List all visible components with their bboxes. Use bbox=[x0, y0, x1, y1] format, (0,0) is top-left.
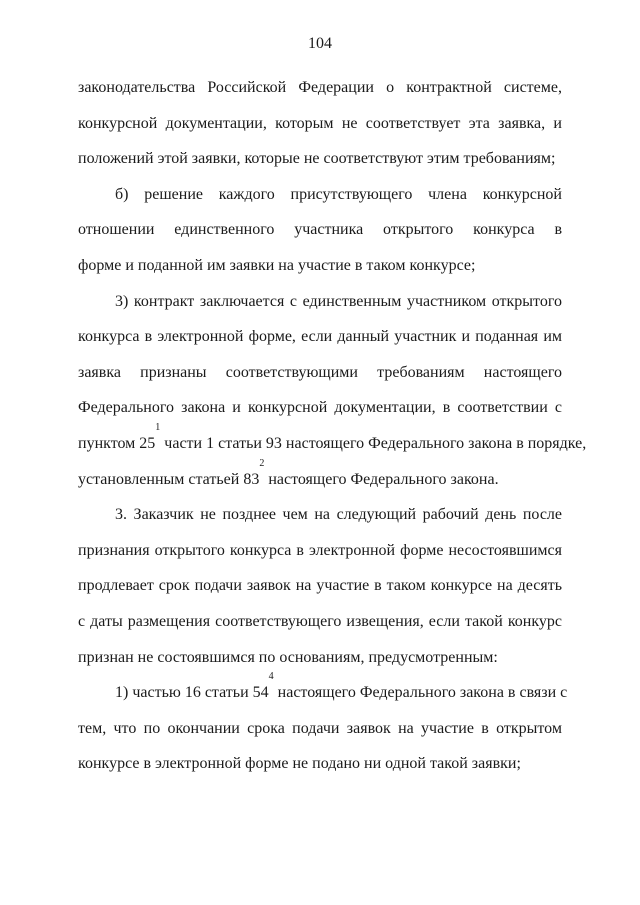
text-line: признания открытого конкурса в электронной форме несостоявшимся bbox=[78, 541, 562, 559]
text-fragment: части 1 статьи 93 настоящего Федерального закона в порядке, bbox=[160, 434, 587, 452]
text-line: признан не состоявшимся по основаниям, предусмотренным: bbox=[78, 648, 498, 666]
text-line: конкурса в электронной форме, если данный участник и поданная им bbox=[78, 328, 562, 346]
text-line: конкурсе в электронной форме не подано ни одной такой заявки; bbox=[78, 755, 521, 773]
text-line-with-superscript bbox=[78, 671, 568, 711]
text-fragment: 1) частью 16 статьи 54 bbox=[115, 684, 269, 702]
text-line: продлевает срок подачи заявок на участие в таком конкурсе на десять bbox=[78, 577, 562, 595]
text-line-with-superscript bbox=[78, 457, 562, 498]
text-line: 3. Заказчик не позднее чем на следующий рабочий день после bbox=[115, 506, 562, 524]
text-line: с даты размещения соответствующего извещения, если такой конкурс bbox=[78, 612, 562, 630]
text-line: форме и поданной им заявки на участие в таком конкурсе; bbox=[78, 256, 476, 274]
document-body bbox=[78, 70, 587, 782]
page-number: 104 bbox=[308, 35, 332, 52]
superscript: 2 bbox=[259, 457, 265, 469]
text-line: отношении единственного участника открытого конкурса в bbox=[78, 221, 562, 239]
text-line: Федерального закона и конкурсной документации, в соответствии с bbox=[78, 399, 562, 417]
paragraph-4 bbox=[78, 497, 562, 675]
paragraph-5 bbox=[78, 671, 568, 782]
text-fragment: настоящего Федерального закона. bbox=[264, 470, 499, 488]
text-line: заявка признаны соответствующими требованиям настоящего bbox=[78, 363, 562, 381]
text-line: 3) контракт заключается с единственным участником открытого bbox=[115, 292, 562, 310]
text-line: положений этой заявки, которые не соответствуют этим требованиям; bbox=[78, 150, 556, 168]
text-line: тем, что по окончании срока подачи заявок на участие в открытом bbox=[78, 719, 562, 737]
text-line: законодательства Российской Федерации о контрактной системе, bbox=[78, 79, 562, 96]
text-line: б) решение каждого присутствующего члена конкурсной bbox=[115, 185, 562, 203]
paragraph-3 bbox=[78, 284, 587, 498]
text-fragment: пунктом 25 bbox=[78, 434, 156, 452]
paragraph-2 bbox=[78, 177, 562, 284]
superscript: 1 bbox=[155, 421, 161, 433]
text-line: конкурсной документации, которым не соответствует эта заявка, и bbox=[78, 114, 562, 132]
text-line-with-superscript bbox=[78, 421, 587, 462]
text-fragment: настоящего Федерального закона в связи с bbox=[273, 684, 568, 702]
superscript: 4 bbox=[268, 671, 274, 683]
text-fragment: установленным статьей 83 bbox=[78, 470, 260, 488]
paragraph-1 bbox=[78, 70, 562, 177]
